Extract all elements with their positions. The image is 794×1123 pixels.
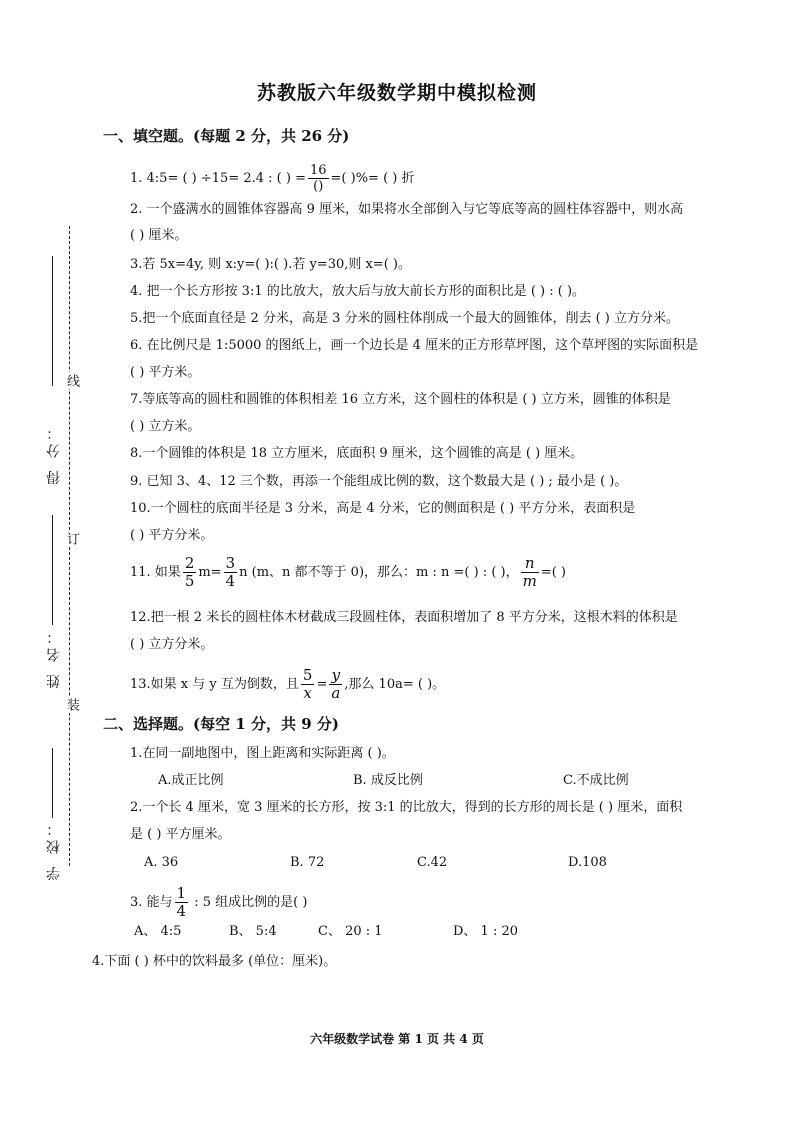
s2-q3-suffix: : 5 组成比例的是( ) xyxy=(190,895,308,910)
q1-fraction xyxy=(308,164,329,193)
s2-q3-frac-den: 4 xyxy=(176,902,187,920)
q1-text: 1. 4:5= ( ) ÷15= 2.4 : ( ) = xyxy=(130,171,306,186)
q1-frac-num: 16 xyxy=(309,163,327,178)
section2-heading: 二、选择题。(每空 1 分，共 9 分) xyxy=(103,715,339,733)
question-2-line1: 2. 一个盛满水的圆锥体容器高 9 厘米，如果将水全部倒入与它等底等高的圆柱体容器中，则水高 xyxy=(130,202,684,217)
q13-prefix: 13.如果 x 与 y 互为倒数，且 xyxy=(130,677,299,692)
q11-fraction-2 xyxy=(224,556,238,589)
q11-f2-den: 4 xyxy=(225,572,236,590)
question-11 xyxy=(130,556,566,589)
question-6-line2: ( ) 平方米。 xyxy=(130,365,201,380)
name-blank-line xyxy=(52,515,53,625)
question-2-line2: ( ) 厘米。 xyxy=(130,228,188,243)
question-12-line2: ( ) 立方分米。 xyxy=(130,637,214,652)
q11-f1-num: 2 xyxy=(184,554,195,572)
question-13 xyxy=(130,668,445,701)
s2-q1-option-b: B. 成反比例 xyxy=(353,773,423,788)
s2-question-2-line2: 是 ( ) 平方厘米。 xyxy=(130,827,231,842)
name-label: 姓 名： xyxy=(46,626,62,689)
question-8: 8.一个圆锥的体积是 18 立方厘米，底面积 9 厘米，这个圆锥的高是 ( ) 厘米。 xyxy=(130,446,584,461)
question-10-line1: 10.一个圆柱的底面半径是 3 分米，高是 4 分米，它的侧面积是 ( ) 平方分米，表面积是 xyxy=(130,501,636,516)
question-9: 9. 已知 3、4、12 三个数，再添一个能组成比例的数，这个数最大是 ( ) ; 最小是 ( )。 xyxy=(130,474,628,489)
s2-question-4: 4.下面 ( ) 杯中的饮料最多 (单位：厘米)。 xyxy=(92,954,337,969)
s2-question-2-line1: 2.一个长 4 厘米，宽 3 厘米的长方形，按 3:1 的比放大，得到的长方形的周长是 ( ) 厘米，面积 xyxy=(130,800,683,815)
question-10-line2: ( ) 平方分米。 xyxy=(130,528,214,543)
s2-q3-frac-num: 1 xyxy=(176,884,187,902)
question-5: 5.把一个底面直径是 2 分米，高是 3 分米的圆柱体削成一个最大的圆锥体，削去 ( ) 立方分米。 xyxy=(130,311,680,326)
s2-q2-option-c: C.42 xyxy=(417,855,448,870)
q13-f1-num: 5 xyxy=(302,666,313,684)
question-12-line1: 12.把一根 2 米长的圆柱体木材截成三段圆柱体，表面积增加了 8 平方分米，这根木料的体积是 xyxy=(130,610,678,625)
question-7-line2: ( ) 立方米。 xyxy=(130,419,201,434)
question-1 xyxy=(130,164,415,193)
section1-heading: 一、填空题。(每题 2 分，共 26 分) xyxy=(103,127,350,145)
q11-f1-den: 5 xyxy=(184,572,195,590)
q1-frac-den: () xyxy=(313,179,324,194)
q11-mid2: n (m、n 都不等于 0)，那么：m : n =( ) : ( )， xyxy=(239,565,519,580)
q13-f2-den: a xyxy=(331,684,341,702)
s2-q3-option-d: D、 1 : 20 xyxy=(453,924,519,939)
q11-f3-den: m xyxy=(522,572,537,590)
page-title: 苏教版六年级数学期中模拟检测 xyxy=(256,82,537,104)
s2-q1-option-c: C.不成比例 xyxy=(563,773,629,788)
s2-question-1: 1.在同一副地图中，图上距离和实际距离 ( )。 xyxy=(130,746,395,761)
school-blank-line xyxy=(52,748,53,818)
q11-f2-num: 3 xyxy=(225,554,236,572)
s2-q3-option-b: B、 5:4 xyxy=(229,924,277,939)
question-4: 4. 把一个长方形按 3:1 的比放大，放大后与放大前长方形的面积比是 ( ) : ( )。 xyxy=(130,284,586,299)
binding-label-ding: 订 xyxy=(64,532,79,545)
q1-after: =( )%= ( ) 折 xyxy=(330,171,415,186)
q11-mid1: m= xyxy=(198,565,222,580)
binding-label-xian: 线 xyxy=(64,374,79,387)
s2-q3-fraction xyxy=(175,886,189,919)
q13-fraction-2 xyxy=(329,668,342,701)
q11-fraction-1 xyxy=(183,556,197,589)
question-3: 3.若 5x=4y, 则 x:y=( ):( ).若 y=30,则 x=( )。 xyxy=(130,257,412,272)
s2-q3-option-c: C、 20 : 1 xyxy=(318,924,383,939)
score-blank-line xyxy=(52,256,53,386)
s2-q2-option-b: B. 72 xyxy=(290,855,325,870)
question-6-line1: 6. 在比例尺是 1:5000 的图纸上，画一个边长是 4 厘米的正方形草坪图，这个草坪图的实际面积是 xyxy=(130,338,699,353)
s2-question-3 xyxy=(130,886,307,919)
q13-f2-num: y xyxy=(329,668,342,685)
s2-q2-option-d: D.108 xyxy=(568,855,607,870)
q13-fraction-1 xyxy=(301,668,315,701)
school-label: 学 校： xyxy=(46,818,62,881)
s2-q1-option-a: A.成正比例 xyxy=(158,773,224,788)
q13-f1-den: x xyxy=(303,684,312,702)
q13-suffix: ,那么 10a= ( )。 xyxy=(344,677,446,692)
question-7-line1: 7.等底等高的圆柱和圆锥的体积相差 16 立方米，这个圆柱的体积是 ( ) 立方米，圆锥的体积是 xyxy=(130,392,671,407)
q11-fraction-3 xyxy=(521,556,539,589)
s2-q3-prefix: 3. 能与 xyxy=(130,895,173,910)
s2-q3-option-a: A、 4:5 xyxy=(134,924,182,939)
page-footer: 六年级数学试卷 第 1 页 共 4 页 xyxy=(310,1032,484,1046)
q13-eq: = xyxy=(316,677,328,692)
q11-suffix: =( ) xyxy=(540,565,566,580)
q11-prefix: 11. 如果 xyxy=(130,565,181,580)
score-label: 得 分： xyxy=(46,422,62,485)
q11-f3-num: n xyxy=(521,556,539,573)
s2-q2-option-a: A. 36 xyxy=(144,855,179,870)
binding-label-zhuang: 装 xyxy=(64,698,79,711)
